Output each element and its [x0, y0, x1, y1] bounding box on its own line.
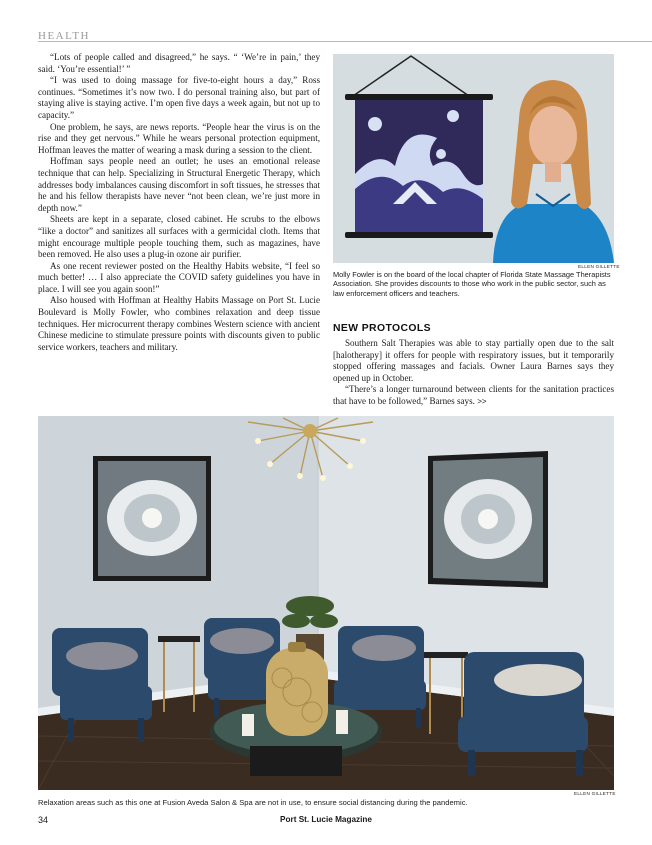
- paragraph: “I was used to doing massage for five-to-eight hours a day,” Ross continues. “Sometimes it’s now two. I do personal training also, but part of staying alive is staying active. I’m open five days a week again, but not up to capacity.”: [38, 75, 320, 120]
- paragraph: Southern Salt Therapies was able to stay partially open due to the salt [halotherapy] it offers for people with respiratory issues, but it temporarily stopped offering massages and facials. Owner Laura Barnes says they opened up in October.: [333, 338, 614, 383]
- room-caption: Relaxation areas such as this one at Fusion Aveda Salon & Spa are not in use, to ensure social distancing during the pandemic.: [38, 798, 468, 807]
- paragraph: [333, 384, 614, 407]
- header-rule: [38, 41, 652, 42]
- room-illustration: [38, 416, 614, 790]
- paragraph: “Lots of people called and disagreed,” he says. “ ‘We’re in pain,’ they said. ‘You’re essential!’ ”: [38, 52, 320, 74]
- photo-credit: ELLEN GILLETTE: [574, 791, 616, 796]
- left-article-column: [38, 52, 320, 353]
- portrait-illustration: [333, 54, 614, 263]
- section-label: HEALTH: [38, 30, 90, 42]
- paragraph: One problem, he says, are news reports. “People hear the virus is on the rise and they get nervous.” While he wears personal protection equipment, Hoffman leaves the matter of wearing a mask during a session to the client.: [38, 121, 320, 155]
- portrait-caption: Molly Fowler is on the board of the local chapter of Florida State Massage Therapists Association. She provides discounts to those who work in the public sector, such as law enforcement officers and teachers.: [333, 270, 611, 298]
- paragraph: Hoffman says people need an outlet; he uses an emotional release technique that can help. Specializing in Structural Energetic Therapy, which addresses body imbalances causing discomfort in soft tissues, he stresses that he and his fellow therapists have never “not been clean, we’re just more in depth now.”: [38, 156, 320, 213]
- page-number: 34: [38, 815, 49, 825]
- relaxation-room-photo: [38, 416, 614, 790]
- paragraph-text: “There’s a longer turnaround between clients for the sanitation practices that have to be followed,” Barnes says.: [333, 384, 614, 406]
- section-heading: NEW PROTOCOLS: [333, 323, 431, 334]
- paragraph: Sheets are kept in a separate, closed cabinet. He scrubs to the elbows “like a doctor” and sanitizes all surfaces with a germicidal cloth. Items that might encourage multiple people touching them, such as magazines, have been removed. He also uses a plug-in ozone air purifier.: [38, 214, 320, 260]
- photo-credit: ELLEN GILLETTE: [578, 264, 620, 269]
- paragraph: Also housed with Hoffman at Healthy Habits Massage on Port St. Lucie Boulevard is Molly Fowler, who combines relaxation and deep tissue techniques. Her microcurrent therapy combines Western science with ancient Chinese medicine to stimulate pressure points with discounts given to public service workers, teachers and military.: [38, 295, 320, 352]
- portrait-photo: [333, 54, 614, 263]
- right-article-column: [333, 338, 614, 408]
- paragraph: As one recent reviewer posted on the Healthy Habits website, “I feel so much better! … I also appreciate the COVID safety guidelines you have in place. I will see you again soon!”: [38, 260, 320, 294]
- publication-name: Port St. Lucie Magazine: [280, 815, 372, 824]
- continue-marker: >>: [477, 396, 487, 406]
